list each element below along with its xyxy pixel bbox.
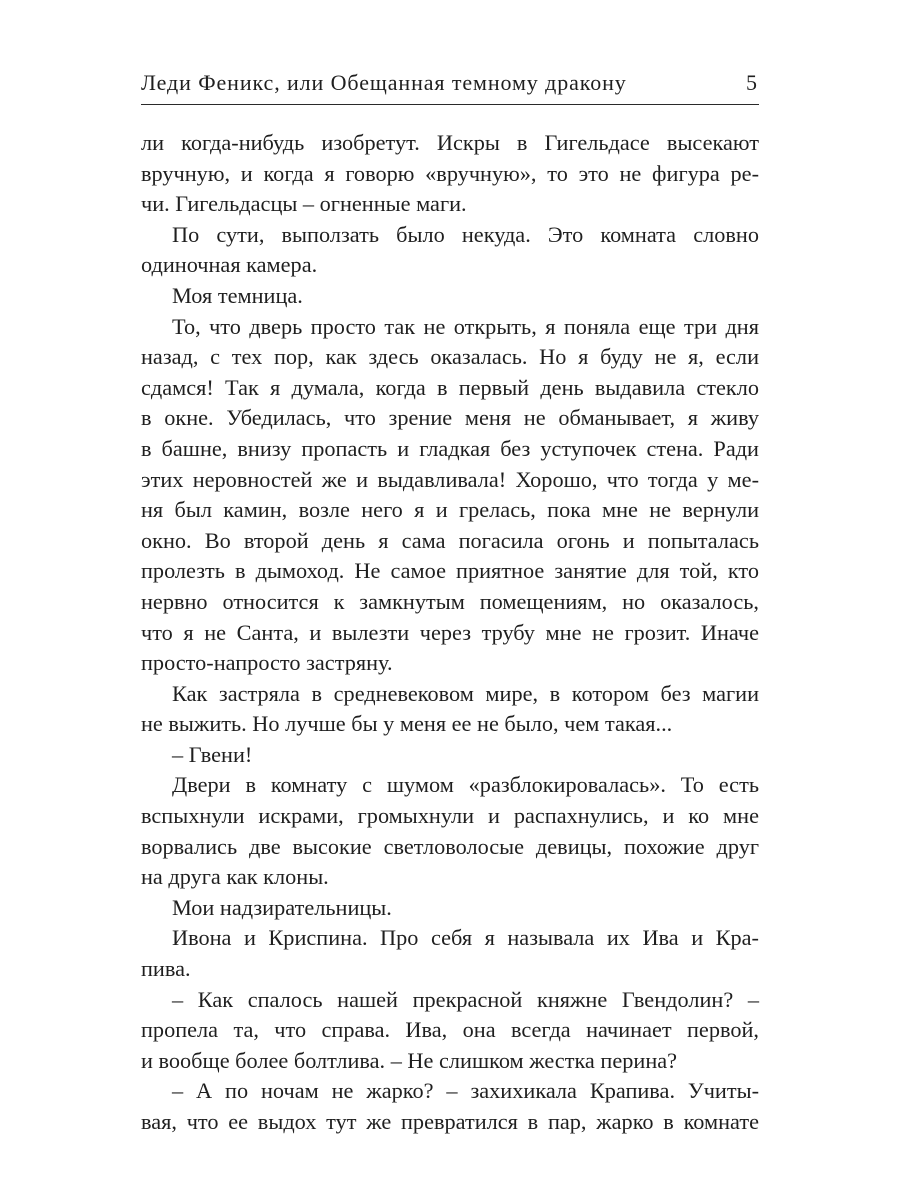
text-line: По сути, выползать было некуда. Это комната словно: [172, 221, 759, 247]
text-line: Как застряла в средневековом мире, в котором без магии: [172, 680, 759, 706]
text-line: вручную, и когда я говорю «вручную», то это не фигура ре-: [141, 160, 759, 186]
text-line: вспыхнули искрами, громыхнули и распахнулись, и ко мне: [141, 803, 759, 829]
book-title: Леди Феникс, или Обещанная темному дракону: [141, 70, 627, 95]
running-header: [141, 64, 759, 105]
text-line: чи. Гигельдасцы – огненные маги.: [141, 191, 467, 217]
text-line: – Гвени!: [172, 741, 253, 767]
text-line: Мои надзирательницы.: [172, 894, 392, 920]
text-line: вая, что ее выдох тут же превратился в пар, жарко в комнате: [141, 1109, 759, 1134]
text-line: что я не Санта, и вылезти через трубу мне не грозит. Иначе: [141, 619, 759, 645]
text-line: в башне, внизу пропасть и гладкая без уступочек стена. Ради: [141, 435, 759, 461]
text-line: сдамся! Так я думала, когда в первый день выдавила стекло: [141, 374, 759, 400]
text-line: пропела та, что справа. Ива, она всегда начинает первой,: [141, 1017, 759, 1043]
text-line: То, что дверь просто так не открыть, я поняла еще три дня: [172, 313, 759, 339]
text-line: и вообще более болтлива. – Не слишком жестка перина?: [141, 1047, 678, 1073]
text-line: назад, с тех пор, как здесь оказалась. Но я буду не я, если: [141, 344, 759, 370]
text-line: нервно относится к замкнутым помещениям, но оказалось,: [141, 588, 759, 614]
text-line: просто-напросто застряну.: [141, 650, 393, 676]
text-line: Двери в комнату с шумом «разблокировалась». То есть: [172, 772, 759, 798]
text-line: не выжить. Но лучше бы у меня ее не было, чем такая...: [141, 711, 673, 737]
text-line: на друга как клоны.: [141, 864, 329, 890]
text-line: – А по ночам не жарко? – захихикала Крапива. Учиты-: [172, 1078, 759, 1104]
text-line: пролезть в дымоход. Не самое приятное занятие для той, кто: [141, 558, 759, 584]
text-line: окно. Во второй день я сама погасила огонь и попыталась: [141, 527, 759, 553]
text-line: этих неровностей же и выдавливала! Хорошо, что тогда у ме-: [141, 466, 759, 492]
text-line: – Как спалось нашей прекрасной княжне Гвендолин? –: [172, 986, 759, 1012]
text-line: ли когда-нибудь изобретут. Искры в Гигельдасе высекают: [141, 130, 759, 155]
text-line: одиночная камера.: [141, 252, 318, 278]
text-line: ворвались две высокие светловолосые девицы, похожие друг: [141, 833, 759, 859]
text-line: в окне. Убедилась, что зрение меня не обманывает, я живу: [141, 405, 759, 431]
text-line: ня был камин, возле него я и грелась, пока мне не вернули: [141, 497, 759, 523]
text-line: Моя темница.: [172, 282, 303, 308]
page-number: 5: [746, 70, 757, 95]
text-line: Ивона и Криспина. Про себя я называла их Ива и Кра-: [172, 925, 759, 951]
text-line: пива.: [141, 956, 191, 982]
page-text: [141, 128, 759, 1138]
